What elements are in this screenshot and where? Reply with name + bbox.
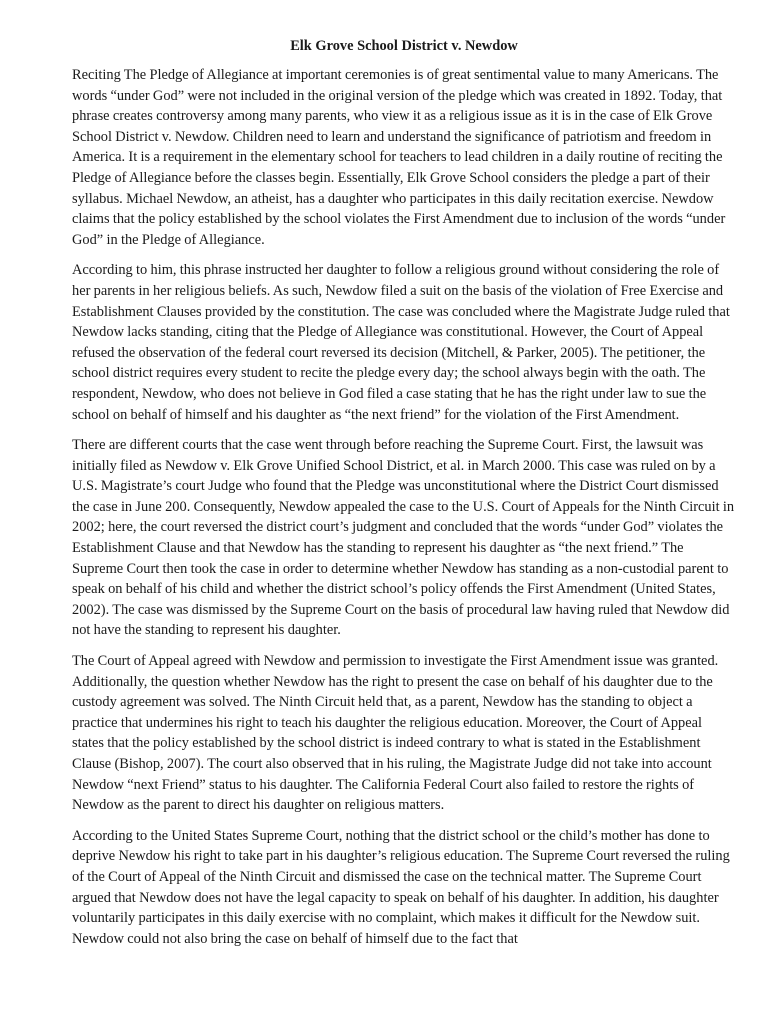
paragraph-3: There are different courts that the case went through before reaching the Supreme Court. First, the lawsuit was initially filed as Newdow v. Elk Grove Unified School District, et al. in March 2000. This case was ruled on by a U.S. Magistrate’s court Judge who found that the Pledge was unconstitutional where the District Court dismissed the case in June 200. Consequently, Newdow appealed the case to the U.S. Court of Appeals for the Ninth Circuit in 2002; here, the court reversed the district court’s judgment and concluded that the words “under God” violates the Establishment Clause and that Newdow has the standing to represent his daughter as “the next friend.” The Supreme Court then took the case in order to determine whether Newdow has standing as a non-custodial parent to speak on behalf of his child and whether the district school’s policy offends the First Amendment (United States, 2002). The case was dismissed by the Supreme Court on the basis of procedural law having ruled that Newdow did not have the standing to represent his daughter. xyxy=(72,437,735,639)
document-title: Elk Grove School District v. Newdow xyxy=(290,38,518,54)
paragraph-1: Reciting The Pledge of Allegiance at important ceremonies is of great sentimental value to many Americans. The words “under God” were not included in the original version of the pledge which was created in 1892. Today, that phrase creates controversy among many parents, who view it as a religious issue as it is in the case of Elk Grove School District v. Newdow. Children need to learn and understand the significance of patriotism and freedom in America. It is a requirement in the elementary school for teachers to lead children in a daily routine of reciting the Pledge of Allegiance before the classes begin. Essentially, Elk Grove School considers the pledge a part of their syllabus. Michael Newdow, an atheist, has a daughter who participates in this daily recitation exercise. Newdow claims that the policy established by the school violates the First Amendment due to inclusion of the words “under God” in the Pledge of Allegiance. xyxy=(72,67,726,248)
document-page xyxy=(72,36,736,959)
paragraph-2: According to him, this phrase instructed her daughter to follow a religious ground without considering the role of her parents in her religious beliefs. As such, Newdow filed a suit on the basis of the violation of Free Exercise and Establishment Clauses provided by the constitution. The case was concluded where the Magistrate Judge ruled that Newdow lacks standing, citing that the Pledge of Allegiance was constitutional. However, the Court of Appeal refused the observation of the federal court reversed its decision (Mitchell, & Parker, 2005). The petitioner, the school district requires every student to recite the pledge every day; the school always begin with the oath. The respondent, Newdow, who does not believe in God filed a case stating that he has the right under law to sue the school on behalf of himself and his daughter as “the next friend” for the violation of the First Amendment. xyxy=(72,262,730,423)
paragraph-5: According to the United States Supreme Court, nothing that the district school or the child’s mother has done to deprive Newdow his right to take part in his daughter’s religious education. The Supreme Court reversed the ruling of the Court of Appeal of the Ninth Circuit and dismissed the case on the technical matter. The Supreme Court argued that Newdow does not have the legal capacity to speak on behalf of his daughter. In addition, his daughter voluntarily participates in this daily exercise with no complaint, which makes it difficult for the Newdow suit. Newdow could not also bring the case on behalf of himself due to the fact that xyxy=(72,827,730,947)
paragraph-4: The Court of Appeal agreed with Newdow and permission to investigate the First Amendment issue was granted. Additionally, the question whether Newdow has the right to present the case on behalf of his daughter due to the custody agreement was solved. The Ninth Circuit held that, as a parent, Newdow has the standing to object a practice that undermines his right to teach his daughter the religious education. Moreover, the Court of Appeal states that the policy established by the school district is indeed contrary to what is stated in the Establishment Clause (Bishop, 2007). The court also observed that in his ruling, the Magistrate Judge did not take into account Newdow “next Friend” status to his daughter. The California Federal Court also failed to restore the rights of Newdow as the parent to direct his daughter on religious matters. xyxy=(72,653,719,814)
